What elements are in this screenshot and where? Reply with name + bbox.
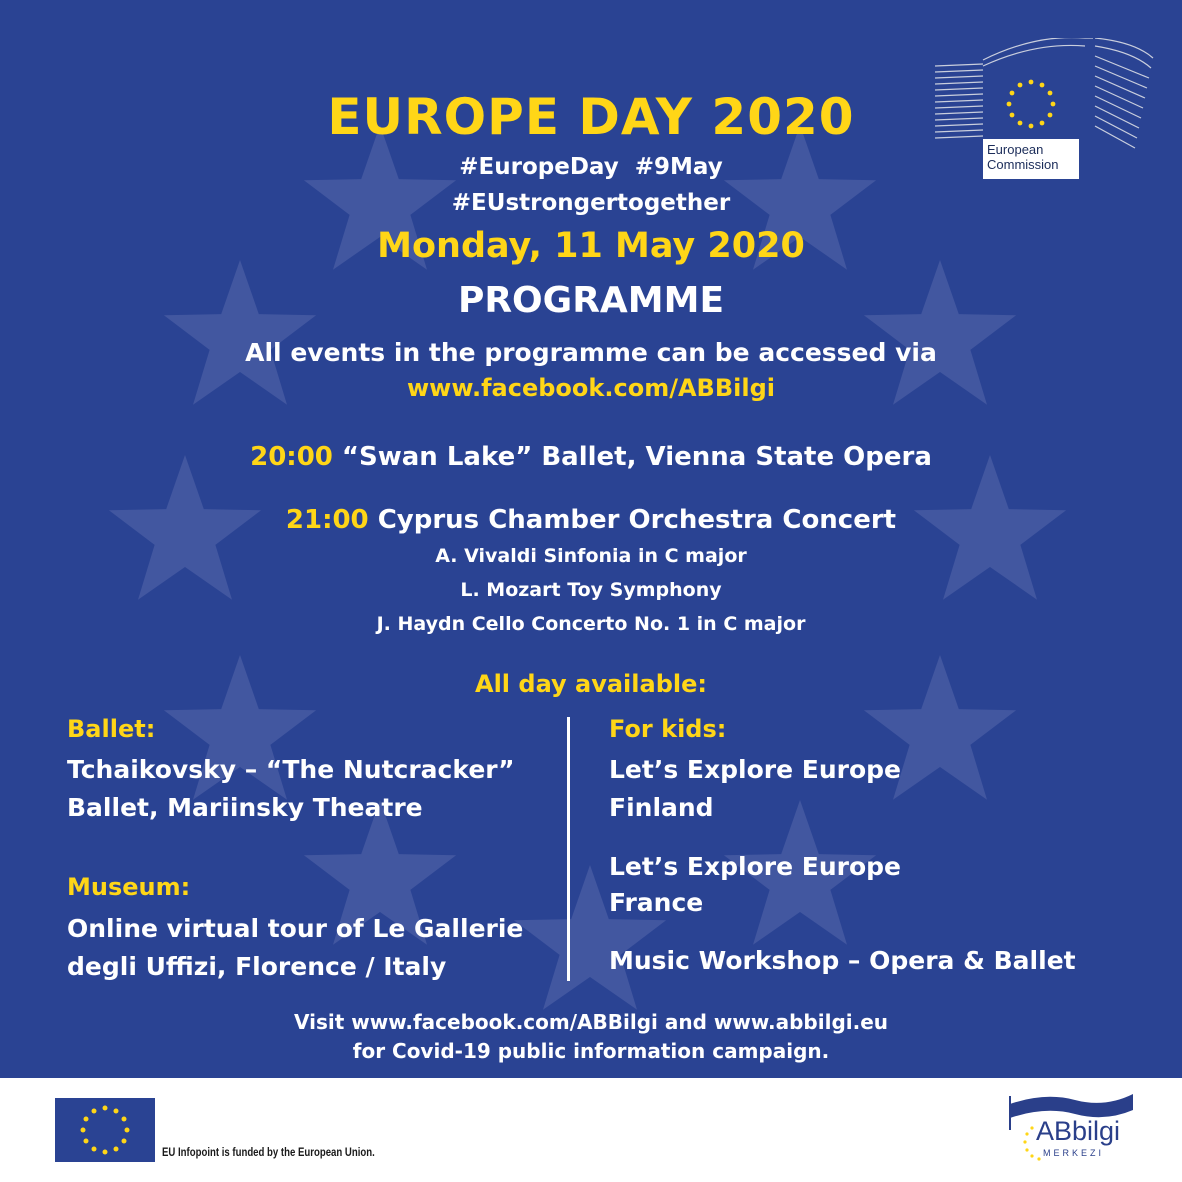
funded-text: EU Infopoint is funded by the European Union. <box>162 1145 375 1159</box>
column-divider <box>567 717 570 981</box>
concert-work: J. Haydn Cello Concerto No. 1 in C major <box>376 613 806 635</box>
event-date: Monday, 11 May 2020 <box>377 226 805 266</box>
event-swan-lake <box>0 442 1182 472</box>
access-text: All events in the programme can be accessed via <box>245 338 937 367</box>
all-day-heading: All day available: <box>475 670 707 698</box>
programme-heading: PROGRAMME <box>457 280 725 321</box>
kids-item: France <box>609 888 704 917</box>
abbilgi-name: ABbilgi <box>1036 1116 1121 1146</box>
event-title: Cyprus Chamber Orchestra Concert <box>368 505 897 535</box>
visit-text: Visit www.facebook.com/ABBilgi and www.abbilgi.eu <box>293 1010 889 1034</box>
event-cyprus-concert <box>0 505 1182 535</box>
concert-work: L. Mozart Toy Symphony <box>460 579 722 601</box>
kids-item: Finland <box>609 793 714 822</box>
museum-label: Museum: <box>67 873 191 901</box>
ballet-label: Ballet: <box>67 715 156 743</box>
event-time: 21:00 <box>285 505 369 535</box>
museum-text: degli Uffizi, Florence / Italy <box>67 952 447 981</box>
event-title: “Swan Lake” Ballet, Vienna State Opera <box>332 442 932 472</box>
kids-item: Let’s Explore Europe <box>609 852 901 881</box>
kids-item: Music Workshop – Opera & Ballet <box>609 946 1076 975</box>
eu-flag-icon <box>55 1098 155 1162</box>
facebook-link[interactable]: www.facebook.com/ABBilgi <box>407 374 775 402</box>
museum-text: Online virtual tour of Le Gallerie <box>67 914 524 943</box>
abbilgi-subtitle: MERKEZI <box>1043 1148 1105 1158</box>
hashtags-line-1: #EuropeDay #9May <box>459 154 723 180</box>
ec-logo-text: European Commission <box>983 139 1079 179</box>
page-title: EUROPE DAY 2020 <box>327 88 855 146</box>
kids-item: Let’s Explore Europe <box>609 755 901 784</box>
hashtags-line-2: #EUstrongertogether <box>451 190 731 216</box>
visit-text: for Covid-19 public information campaign. <box>352 1039 830 1063</box>
ballet-text: Tchaikovsky – “The Nutcracker” <box>67 755 515 784</box>
kids-label: For kids: <box>609 715 727 743</box>
event-time: 20:00 <box>250 442 333 472</box>
ballet-text: Ballet, Mariinsky Theatre <box>67 793 423 822</box>
concert-work: A. Vivaldi Sinfonia in C major <box>435 545 747 567</box>
